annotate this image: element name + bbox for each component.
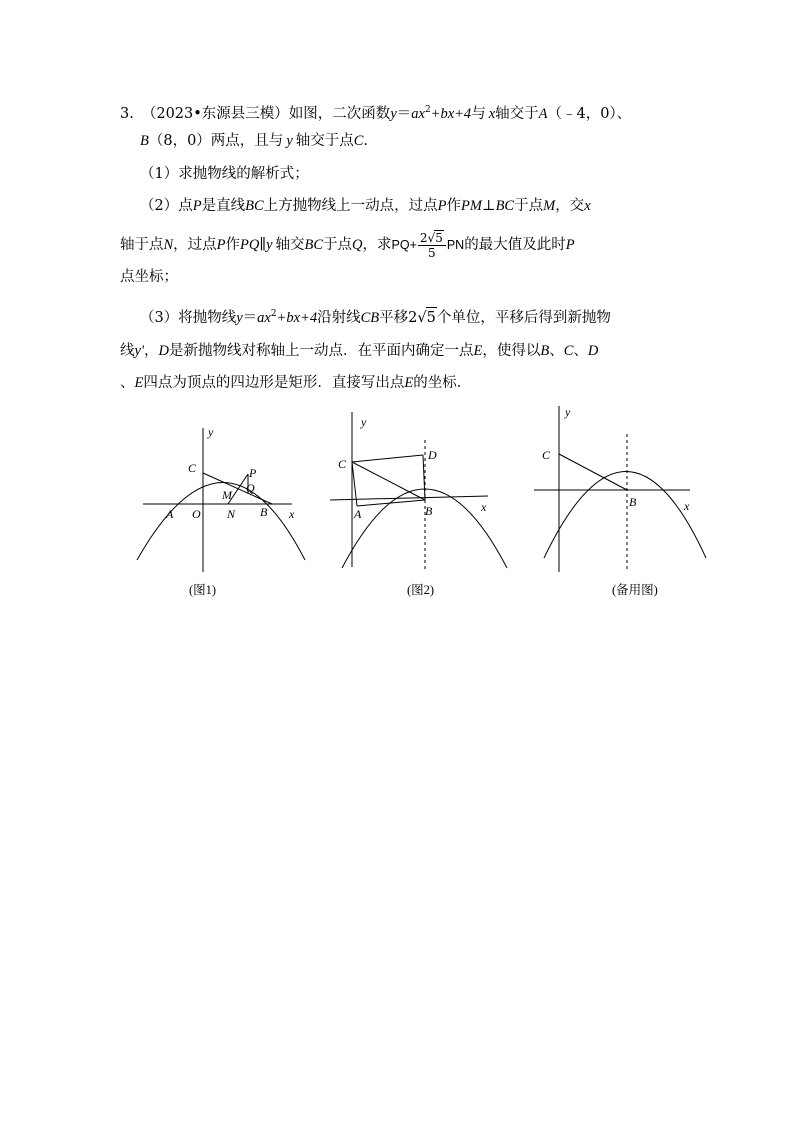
text: 作 <box>446 198 461 214</box>
text: 线 <box>120 343 135 359</box>
fig2-label-x: x <box>481 500 487 514</box>
sep: 、 <box>120 375 135 391</box>
text: 的最大值及此时 <box>464 237 566 253</box>
var-e: E <box>404 375 414 391</box>
part-3-line-1 <box>140 304 611 328</box>
var-pm: PM <box>460 198 482 214</box>
question-number: 3. <box>120 105 134 122</box>
text: 轴交 <box>275 237 305 253</box>
fig2-label-y: y <box>361 415 367 429</box>
sep: 、 <box>573 343 588 359</box>
text: 于点 <box>514 198 544 214</box>
fig2-caption: (图2) <box>407 583 435 597</box>
sep: 、 <box>549 343 564 359</box>
fig1-label-c: C <box>188 461 197 475</box>
var-yprime: y' <box>134 343 145 359</box>
figure-1-labels <box>165 425 295 521</box>
text: ，使得以 <box>482 343 541 359</box>
fig1-label-o: O <box>192 507 201 521</box>
fig1-label-b: B <box>260 505 268 519</box>
fig3-label-y: y <box>565 405 571 419</box>
fig1-label-a: A <box>166 507 174 521</box>
figure-3 <box>534 406 706 572</box>
point-b-label: B <box>140 133 149 149</box>
fig2-label-c: C <box>338 457 347 471</box>
part-2-line-1 <box>140 196 591 216</box>
radical-sign: √ <box>417 309 427 326</box>
var-c: C <box>563 343 574 359</box>
fig3-line-cb <box>559 454 627 490</box>
text: ，交 <box>555 198 585 214</box>
text: 的坐标． <box>413 375 472 391</box>
figure-1 <box>137 428 305 572</box>
fig2-line-ab <box>357 500 425 506</box>
fig2-line-cb <box>352 462 425 500</box>
text: 沿射线 <box>317 309 361 326</box>
equals: ＝ <box>242 309 258 326</box>
var-p: P <box>192 198 202 214</box>
frac-denominator: 5 <box>428 246 436 260</box>
var-ax: ax <box>257 309 271 326</box>
fig1-line-bc <box>203 473 272 504</box>
text: 作 <box>225 237 241 253</box>
part-3-line-2 <box>120 341 598 361</box>
text: 于点 <box>323 237 353 253</box>
exponent: 2 <box>424 105 431 115</box>
text: 轴交于 <box>495 105 539 122</box>
var-q: Q <box>352 237 363 253</box>
var-pq: PQ <box>240 237 260 253</box>
fig2-label-b: B <box>425 504 433 518</box>
var-x: x <box>584 198 591 214</box>
part-1-text: （1）求抛物线的解析式； <box>140 166 309 182</box>
perp-symbol: ⊥ <box>481 198 496 214</box>
fig3-label-b: B <box>629 495 637 509</box>
fig2-label-d: D <box>428 448 437 462</box>
var-p: P <box>216 237 226 253</box>
var-p: P <box>437 198 447 214</box>
var-y: y <box>390 105 397 122</box>
fig2-label-a: A <box>354 507 362 521</box>
point-b-coord: （8，0）两点，且与 <box>148 133 284 149</box>
point-c-label: C <box>353 133 364 149</box>
parallel-symbol: ∥ <box>259 237 267 253</box>
text: ， <box>144 343 159 359</box>
var-y: y <box>266 237 273 253</box>
text: 个单位，平移后得到新抛物 <box>436 309 611 326</box>
fraction-2root5-over-5 <box>418 230 446 260</box>
fig3-parabola <box>544 472 706 559</box>
text: 上方抛物线上一动点，过点 <box>263 198 438 214</box>
question-line-1 <box>120 100 631 124</box>
var-d: D <box>587 343 599 359</box>
shift-radicand: 5 <box>426 307 437 328</box>
figure-2-labels <box>338 415 487 521</box>
var-e: E <box>134 375 144 391</box>
fig3-label-c: C <box>542 448 551 462</box>
term-bx: +bx+4 <box>430 105 472 122</box>
fig1-caption: (图1) <box>189 583 217 597</box>
radical-sign: √ <box>427 231 436 245</box>
var-bc: BC <box>304 237 324 253</box>
fig1-label-m: M <box>222 488 232 502</box>
expr-pn: PN <box>446 238 465 252</box>
var-bc: BC <box>495 198 515 214</box>
text: （3）将抛物线 <box>140 309 237 326</box>
text: （2）点 <box>140 198 193 214</box>
var-b: B <box>540 343 550 359</box>
var-m: M <box>543 198 556 214</box>
text: 轴于点 <box>120 237 164 253</box>
var-e: E <box>473 343 483 359</box>
part-2-line-3 <box>120 267 178 287</box>
fig1-label-x: x <box>289 507 295 521</box>
question-source: （2023•东源县三模） <box>141 105 289 122</box>
var-x: x <box>488 105 496 122</box>
part-2-line-2 <box>120 228 575 262</box>
fig1-label-q: Q <box>246 481 255 495</box>
point-a-coord: （﹣4，0）、 <box>547 105 632 122</box>
var-p: P <box>565 237 575 253</box>
var-y: y <box>286 133 293 149</box>
var-n: N <box>163 237 174 253</box>
fig2-x-axis <box>330 496 488 500</box>
text: . <box>363 133 369 149</box>
text: 平移 <box>379 309 409 326</box>
equals: ＝ <box>396 105 412 122</box>
var-y: y <box>236 309 243 326</box>
var-ax: ax <box>411 105 425 122</box>
fig1-label-p: P <box>249 466 257 480</box>
var-bc: BC <box>245 198 264 214</box>
text: 是直线 <box>201 198 246 214</box>
text: 与 <box>471 105 486 122</box>
fig1-label-y: y <box>208 425 214 439</box>
term-bx: +bx+4 <box>276 309 318 326</box>
figures-svg <box>0 400 794 1000</box>
part-1 <box>140 164 309 184</box>
text: ，过点 <box>173 237 217 253</box>
point-a-label: A <box>538 105 548 122</box>
var-cb: CB <box>360 309 380 326</box>
figure-3-labels <box>542 405 690 513</box>
text: 是新抛物线对称轴上一动点．在平面内确定一点 <box>169 343 474 359</box>
text: 点坐标； <box>120 269 178 285</box>
fig1-label-n: N <box>227 507 236 521</box>
expr-pq: PQ+ <box>391 238 417 252</box>
frac-radicand: 5 <box>435 231 443 245</box>
fig2-line-cd <box>352 455 423 462</box>
part-3-line-3 <box>120 373 471 393</box>
fig1-parabola <box>137 483 305 561</box>
exponent: 2 <box>270 309 277 319</box>
fig3-caption: (备用图) <box>612 583 658 597</box>
text: 如图，二次函数 <box>288 105 391 122</box>
frac-coef: 2 <box>419 231 428 245</box>
shift-coef: 2 <box>408 309 418 326</box>
question-line-2 <box>140 131 368 151</box>
text: ，求 <box>362 237 392 253</box>
text: 四点为顶点的四边形是矩形．直接写出点 <box>143 375 405 391</box>
var-d: D <box>158 343 170 359</box>
text: 轴交于点 <box>295 133 354 149</box>
figure-2 <box>330 412 507 570</box>
fig3-label-x: x <box>684 499 690 513</box>
